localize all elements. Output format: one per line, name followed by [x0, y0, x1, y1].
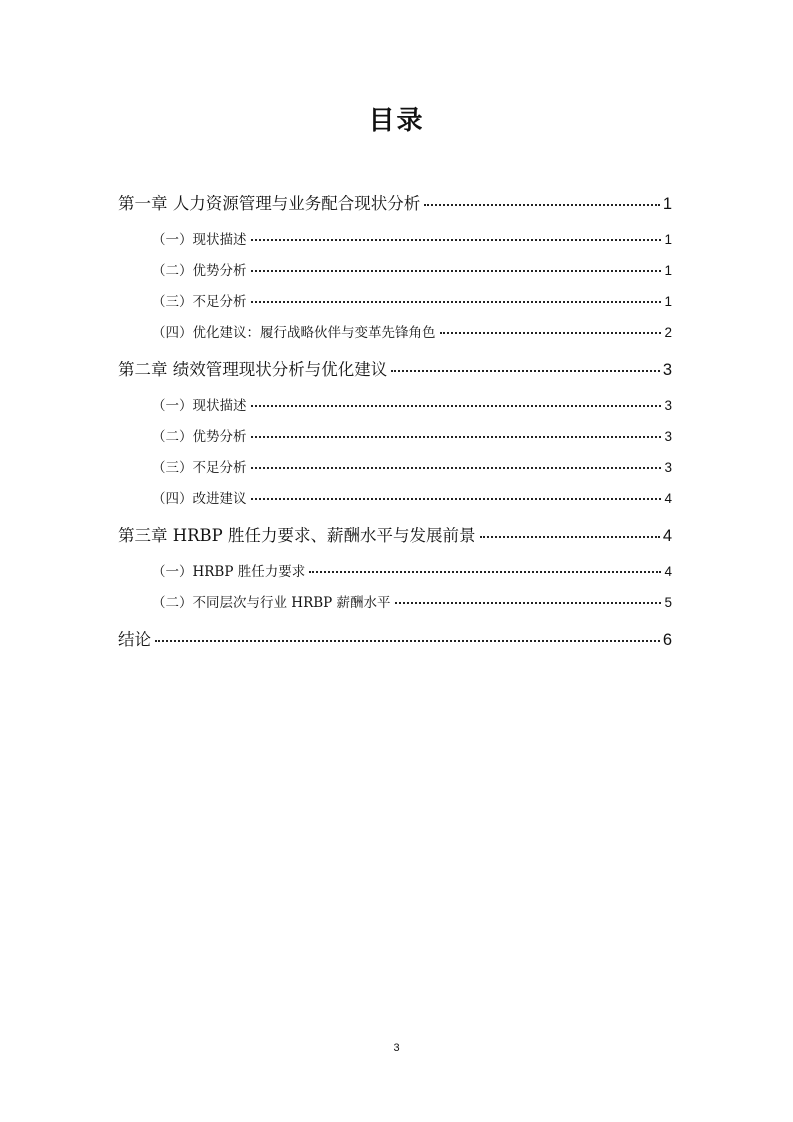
dot-leader — [251, 467, 662, 469]
toc-entry-text: （二）优势分析 — [152, 263, 247, 279]
dot-leader — [440, 332, 662, 334]
toc-entry-page: 3 — [664, 429, 672, 444]
toc-entry-text: （一）现状描述 — [152, 232, 247, 248]
toc-chapter-entry[interactable] — [118, 190, 672, 212]
toc-section-entry[interactable] — [118, 228, 672, 246]
toc-section-entry[interactable] — [118, 560, 672, 578]
toc-chapter-entry[interactable] — [118, 356, 672, 378]
toc-entry-text: 第一章 人力资源管理与业务配合现状分析 — [118, 194, 421, 213]
toc-chapter-entry[interactable] — [118, 626, 672, 648]
toc-entry-page: 4 — [664, 564, 672, 579]
dot-leader — [391, 370, 660, 372]
toc-section-entry[interactable] — [118, 456, 672, 474]
toc-section-entry[interactable] — [118, 591, 672, 609]
toc-entry-text: （四）优化建议：履行战略伙伴与变革先锋角色 — [152, 325, 436, 341]
toc-entry-page: 1 — [664, 263, 672, 278]
toc-entry-page: 6 — [662, 631, 672, 649]
toc-title: 目录 — [368, 106, 425, 136]
toc-entry-page: 4 — [664, 491, 672, 506]
toc-entry-page: 4 — [662, 527, 672, 545]
dot-leader — [251, 405, 662, 407]
toc-entry-page: 2 — [664, 325, 672, 340]
toc-section-entry[interactable] — [118, 425, 672, 443]
toc-entry-text: 第二章 绩效管理现状分析与优化建议 — [118, 360, 388, 379]
page-number: 3 — [393, 1042, 400, 1054]
toc-section-entry[interactable] — [118, 290, 672, 308]
toc-entry-text: （二）优势分析 — [152, 429, 247, 445]
dot-leader — [251, 436, 662, 438]
dot-leader — [251, 301, 662, 303]
dot-leader — [395, 602, 662, 604]
dot-leader — [251, 239, 662, 241]
toc-entry-text: 第三章 HRBP 胜任力要求、薪酬水平与发展前景 — [118, 526, 476, 545]
toc-entry-page: 1 — [664, 232, 672, 247]
toc-entry-text: （一）现状描述 — [152, 398, 247, 414]
toc-entry-text: （二）不同层次与行业 HRBP 薪酬水平 — [152, 595, 391, 611]
dot-leader — [309, 571, 661, 573]
toc-entry-page: 1 — [662, 195, 672, 213]
toc-entry-text: （一）HRBP 胜任力要求 — [152, 564, 306, 580]
toc-section-entry[interactable] — [118, 259, 672, 277]
toc-section-entry[interactable] — [118, 487, 672, 505]
dot-leader — [155, 640, 660, 642]
toc-entry-text: （三）不足分析 — [152, 294, 247, 310]
toc-entry-page: 5 — [664, 595, 672, 610]
toc-entry-text: （四）改进建议 — [152, 491, 247, 507]
toc-entry-page: 3 — [664, 460, 672, 475]
toc-entry-page: 3 — [662, 361, 672, 379]
dot-leader — [424, 204, 660, 206]
dot-leader — [251, 498, 662, 500]
toc-section-entry[interactable] — [118, 394, 672, 412]
toc-section-entry[interactable] — [118, 321, 672, 339]
dot-leader — [251, 270, 662, 272]
dot-leader — [480, 536, 660, 538]
toc-entry-text: （三）不足分析 — [152, 460, 247, 476]
toc-entry-page: 1 — [664, 294, 672, 309]
toc-entry-text: 结论 — [118, 630, 151, 649]
toc-entry-page: 3 — [664, 398, 672, 413]
toc-chapter-entry[interactable] — [118, 522, 672, 544]
